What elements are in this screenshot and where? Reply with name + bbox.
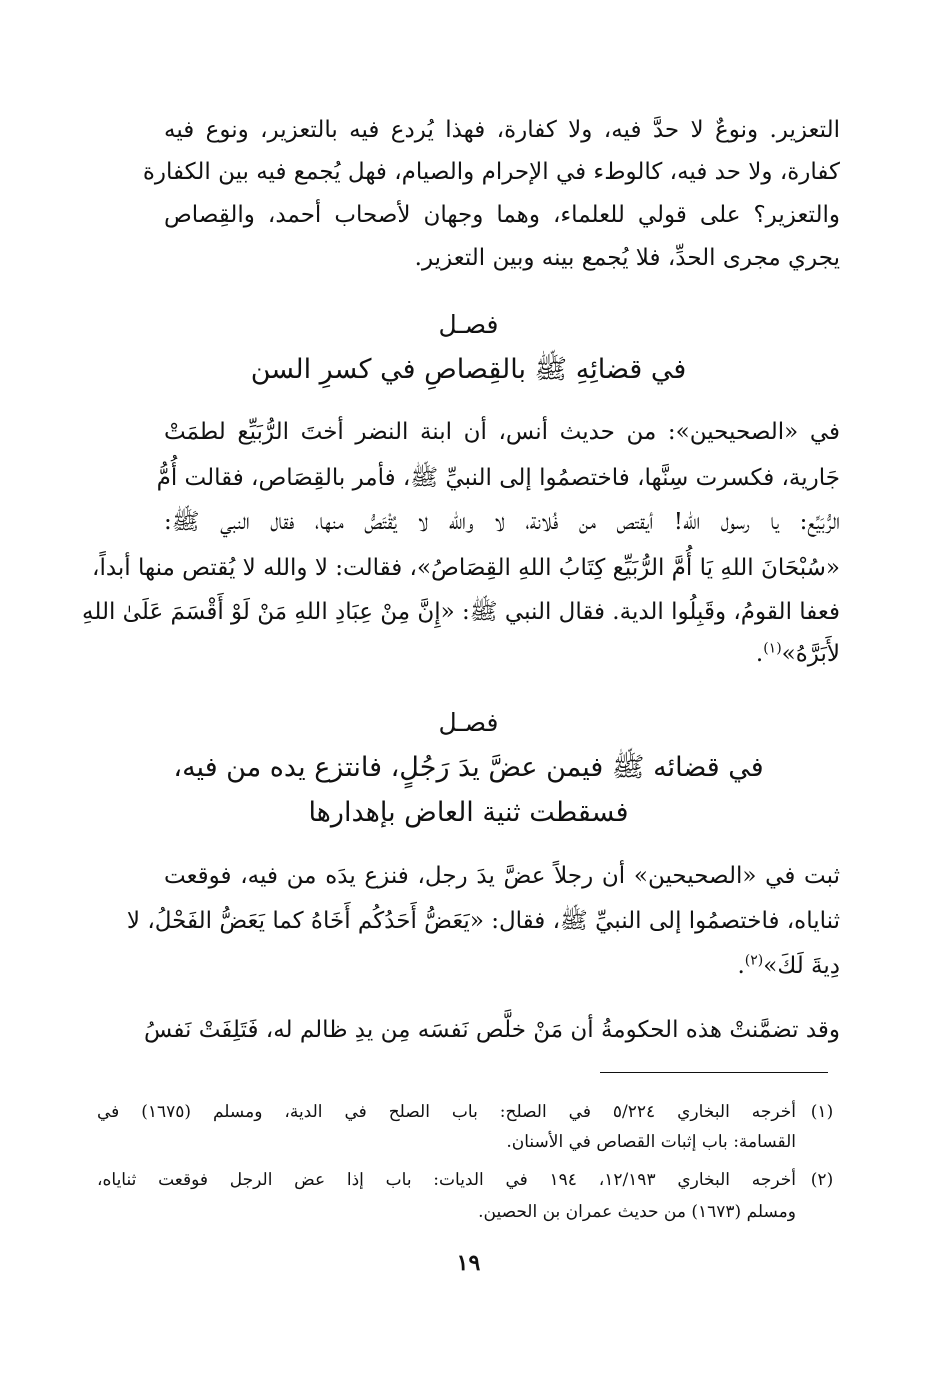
section1-line-4: «سُبْحَانَ اللهِ يَا أُمَّ الرُّبَيِّع كِتَابُ اللهِ القِصَاصُ»، فقالت: لا والله لا يُقتص منها أبداً، — [92, 555, 840, 581]
footnote-1-text-2: القسامة: باب إثبات القصاص في الأسنان. — [506, 1132, 796, 1152]
footnote-2-line-2 — [97, 1198, 840, 1226]
closing-line: وقد تضمَّنتْ هذه الحكومةُ أن مَنْ خلَّص نَفسَه مِن يدِ ظالم له، فَتَلِفَتْ نَفسُ — [144, 1017, 840, 1043]
intro-line-2: كفارة، ولا حد فيه، كالوطء في الإحرام والصيام، فهل يُجمع فيه بين الكفارة — [142, 159, 840, 185]
section2-line-3 — [164, 948, 840, 984]
section2-title-line-2: فسقطت ثنية العاض بإهدارها — [308, 797, 629, 828]
footnote-ref-2[interactable]: (٢) — [744, 952, 764, 969]
section1-fasl-heading: فصـل — [438, 310, 499, 339]
footnote-1-line-2 — [97, 1128, 840, 1156]
footnote-1-number: (١) — [810, 1102, 834, 1122]
section1-line-6 — [164, 636, 840, 672]
section1-line-5: فعفا القومُ، وقَبِلُوا الدية. فقال النبي ﷺ: «إِنَّ مِنْ عِبَادِ اللهِ مَنْ لَوْ أَقْسَمَ عَلَىٰ اللهِ — [82, 599, 840, 625]
footnote-2-line-1 — [97, 1166, 840, 1194]
intro-line-1: التعزير. ونوعٌ لا حدَّ فيه، ولا كفارة، فهذا يُردع فيه بالتعزير، ونوع فيه — [164, 117, 840, 143]
section2-fasl-heading: فصـل — [438, 708, 499, 737]
section2-line-1: ثبت في «الصحيحين» أن رجلاً عضَّ يدَ رجل، فنزع يدَه من فيه، فوقعت — [164, 863, 840, 889]
section1-title: في قضائِهِ ﷺ بالقِصاصِ في كسرِ السن — [250, 354, 687, 385]
footnote-2-number: (٢) — [810, 1170, 834, 1190]
section2-last-text: دِيةَ لَكَ» — [763, 953, 840, 979]
intro-line-3: والتعزير؟ على قولي للعلماء، وهما وجهان لأصحاب أحمد، والقِصاص — [164, 202, 840, 228]
footnote-2-text-1: أخرجه البخاري ١٢/١٩٣، ١٩٤ في الديات: باب إذا عض الرجل فوقعت ثناياه، — [97, 1170, 796, 1190]
page-number: ١٩ — [456, 1250, 481, 1276]
section1-end-mark: . — [755, 641, 764, 667]
intro-line-4: يجري مجرى الحدِّ، فلا يُجمع بينه وبين التعزير. — [414, 245, 840, 271]
footnote-divider — [600, 1072, 828, 1073]
section2-end-mark: . — [737, 953, 745, 979]
section1-line-1: في «الصحيحين»: من حديث أنس، أن ابنة النضر أختَ الرُّبَيِّع لطمَتْ — [164, 419, 840, 445]
footnote-1-text-1: أخرجه البخاري ٥/٢٢٤ في الصلح: باب الصلح في الدية، ومسلم (١٦٧٥) في — [97, 1102, 796, 1122]
footnote-1-line-1 — [97, 1098, 840, 1126]
section1-last-text: لأَبَرَّهُ» — [781, 641, 840, 667]
section2-title-line-1: في قضائه ﷺ فيمن عضَّ يدَ رَجُلٍ، فانتزع يده من فيه، — [173, 752, 764, 783]
footnote-ref-1[interactable]: (١) — [763, 640, 782, 657]
section1-line-2: جَارية، فكسرت سِنَّها، فاختصمُوا إلى النبيِّ ﷺ، فأمر بالقِصَاص، فقالت أُمُّ — [156, 465, 840, 491]
footnote-2-text-2: ومسلم (١٦٧٣) من حديث عمران بن الحصين. — [478, 1202, 796, 1222]
section2-line-2: ثناياه، فاختصمُوا إلى النبيِّ ﷺ، فقال: «يَعَضُّ أَحَدُكُم أَخَاهُ كما يَعَضُّ الفَحْلُ، لا — [126, 908, 840, 934]
section1-line-3: الرُّبَيِّع: يا رسول الله! أيقتص من فُلانة، لا والله لا يُقْتَصُّ منها، فقال النبي ﷺ: — [164, 509, 840, 535]
